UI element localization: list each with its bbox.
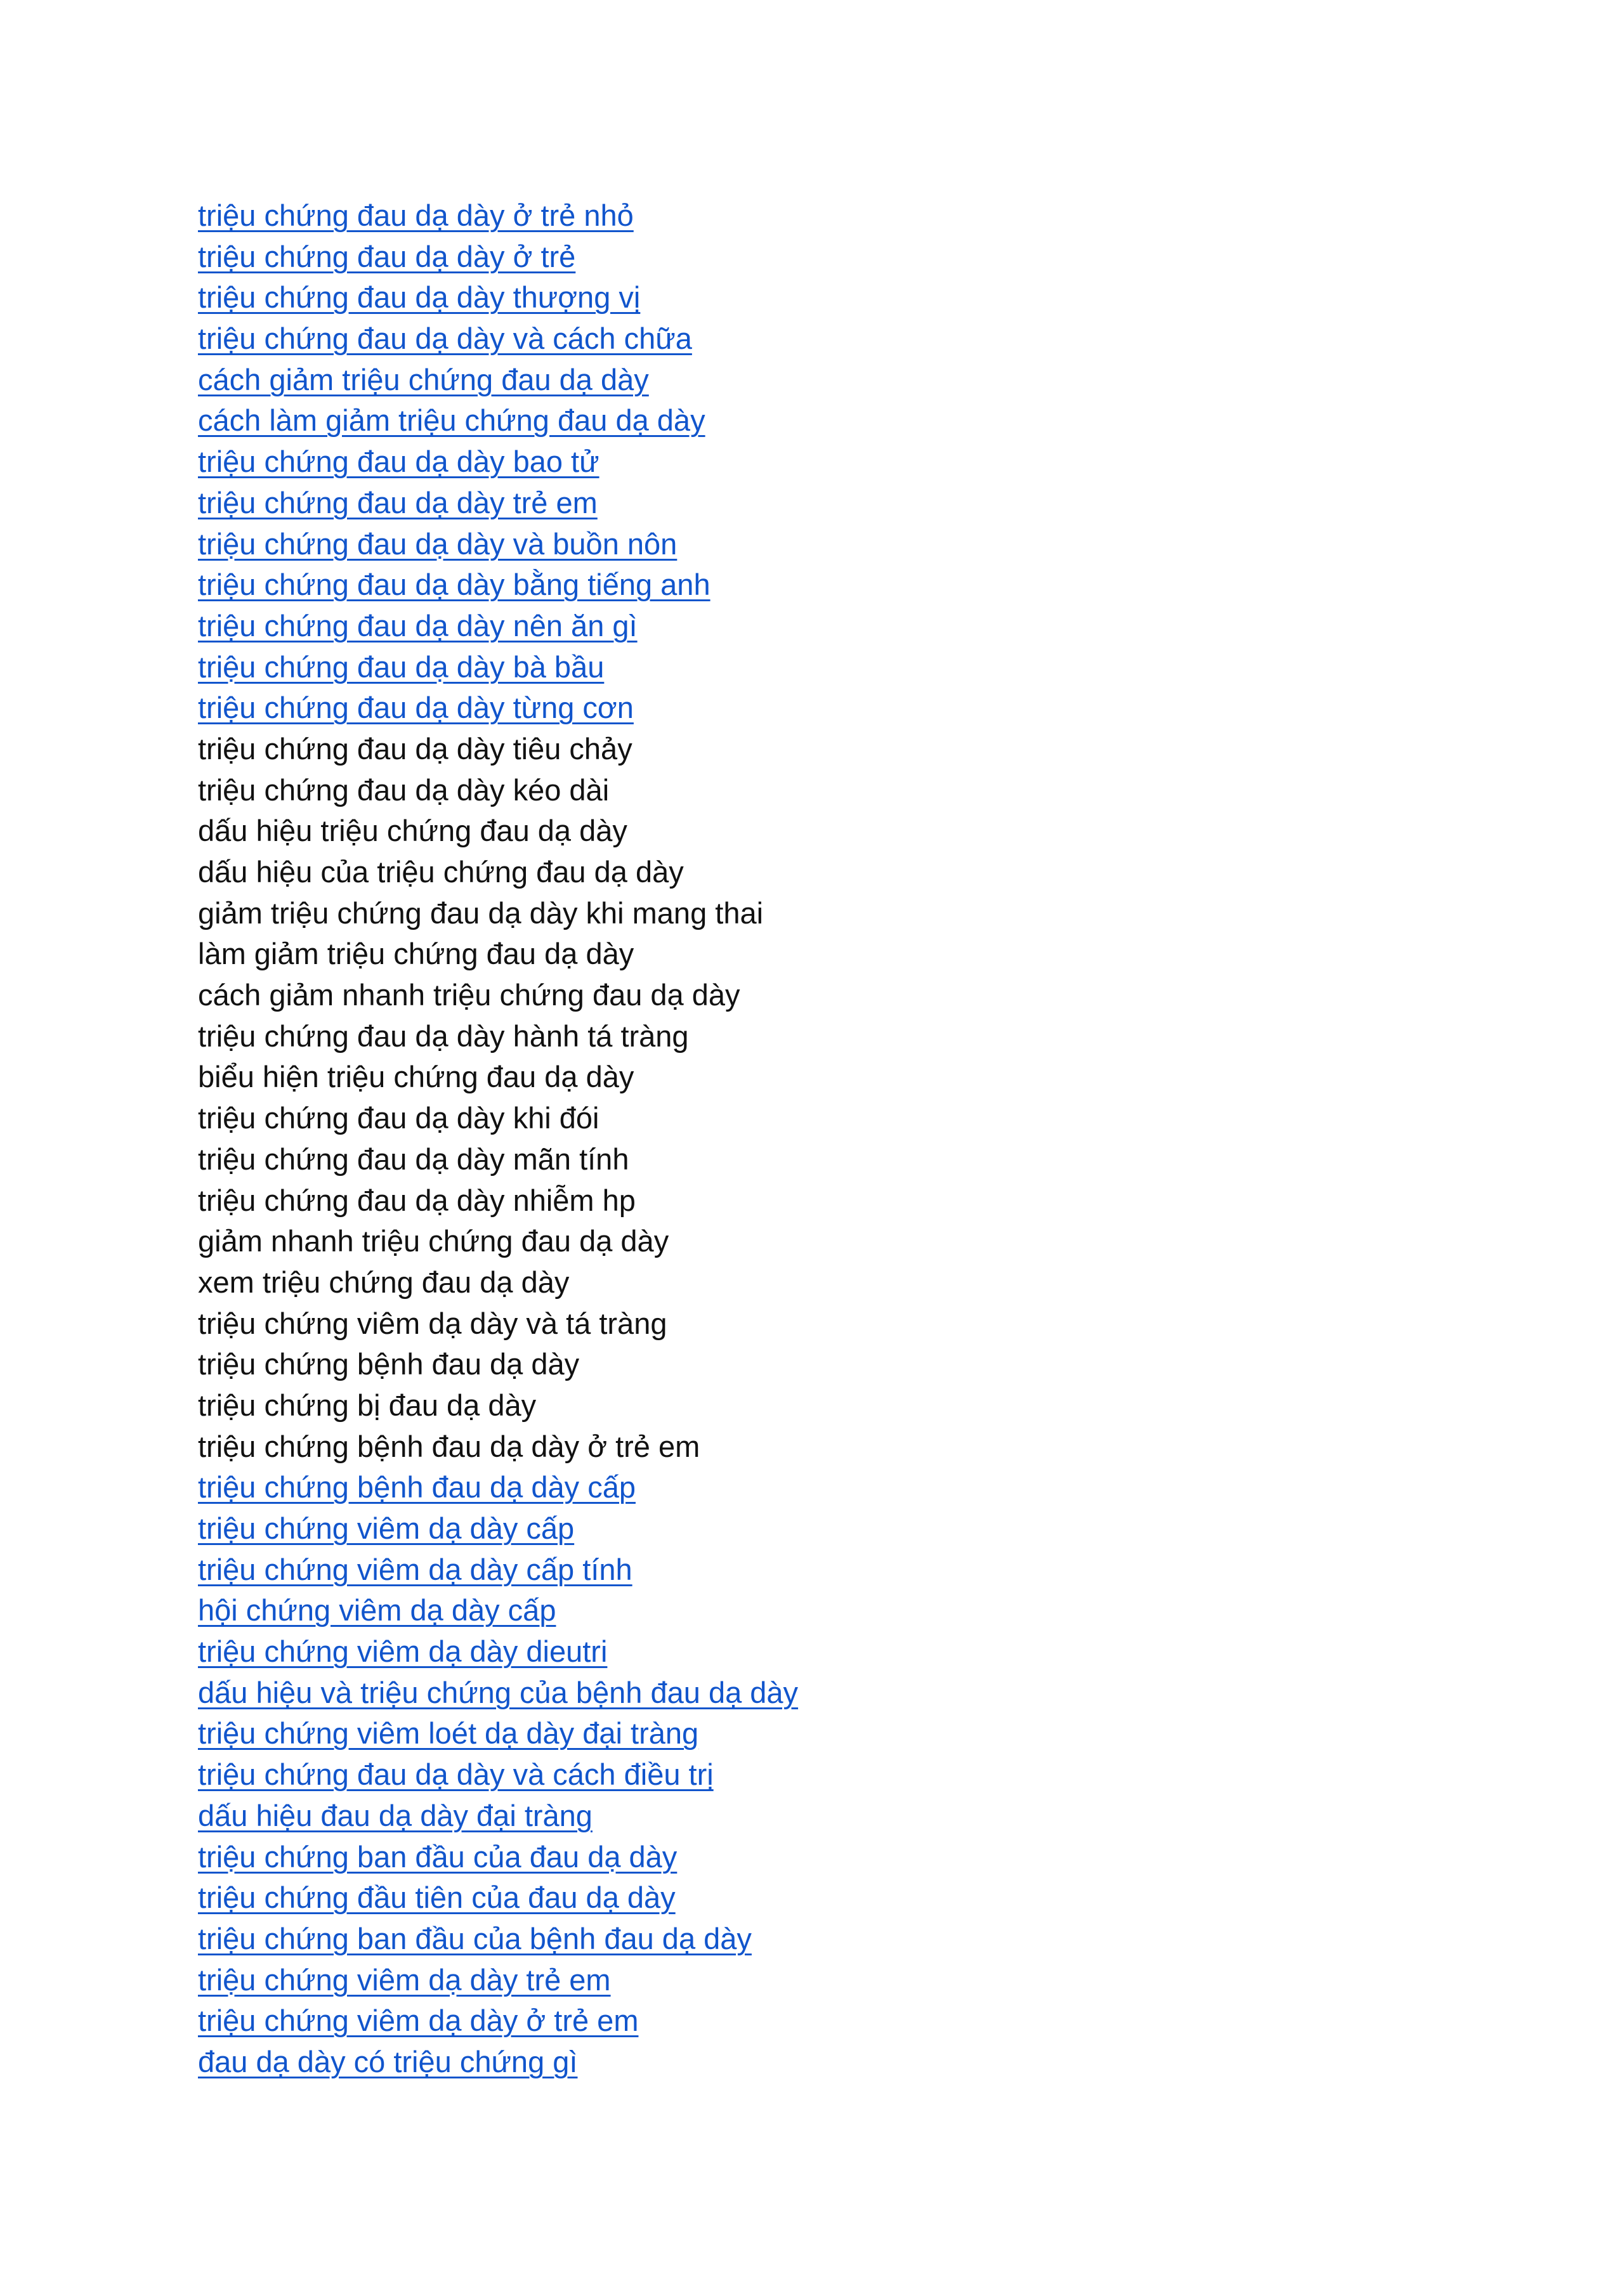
keyword-link[interactable]: triệu chứng đau dạ dày trẻ em — [198, 485, 598, 519]
keyword-link[interactable]: triệu chứng bệnh đau dạ dày cấp — [198, 1470, 636, 1504]
keyword-link[interactable]: triệu chứng đau dạ dày nên ăn gì — [198, 608, 638, 642]
keyword-text: triệu chứng đau dạ dày kéo dài — [198, 773, 610, 807]
keyword-link[interactable]: dấu hiệu và triệu chứng của bệnh đau dạ dày — [198, 1675, 799, 1709]
keyword-link[interactable]: triệu chứng đau dạ dày và buồn nôn — [198, 526, 678, 561]
keyword-link[interactable]: cách giảm triệu chứng đau dạ dày — [198, 362, 649, 396]
keyword-link[interactable]: triệu chứng viêm dạ dày dieutri — [198, 1634, 608, 1669]
keyword-link[interactable]: triệu chứng đau dạ dày bao tử — [198, 445, 599, 479]
keyword-link[interactable]: cách làm giảm triệu chứng đau dạ dày — [198, 403, 705, 438]
keyword-text: triệu chứng đau dạ dày mãn tính — [198, 1142, 629, 1176]
keyword-text: cách giảm nhanh triệu chứng đau dạ dày — [198, 978, 740, 1012]
keyword-link[interactable]: triệu chứng viêm dạ dày cấp — [198, 1511, 575, 1545]
keyword-text: triệu chứng viêm dạ dày và tá tràng — [198, 1306, 667, 1340]
keyword-link[interactable]: triệu chứng đau dạ dày bằng tiếng anh — [198, 568, 710, 602]
keyword-text: xem triệu chứng đau dạ dày — [198, 1265, 570, 1299]
keyword-link[interactable]: triệu chứng ban đầu của bệnh đau dạ dày — [198, 1921, 752, 1955]
keyword-link[interactable]: đau dạ dày có triệu chứng gì — [198, 2044, 578, 2078]
keyword-link[interactable]: triệu chứng đầu tiên của đau dạ dày — [198, 1881, 676, 1915]
keyword-link[interactable]: triệu chứng viêm dạ dày ở trẻ em — [198, 2004, 639, 2038]
keyword-link[interactable]: triệu chứng đau dạ dày bà bầu — [198, 649, 605, 684]
keyword-link[interactable]: triệu chứng viêm dạ dày cấp tính — [198, 1552, 632, 1586]
keyword-text: triệu chứng đau dạ dày nhiễm hp — [198, 1183, 636, 1217]
keyword-link[interactable]: triệu chứng viêm loét dạ dày đại tràng — [198, 1716, 699, 1751]
keyword-link[interactable]: hội chứng viêm dạ dày cấp — [198, 1593, 556, 1627]
keyword-link[interactable]: triệu chứng ban đầu của đau dạ dày — [198, 1839, 678, 1874]
keyword-text: giảm triệu chứng đau dạ dày khi mang thai — [198, 896, 764, 930]
keyword-text: triệu chứng đau dạ dày hành tá tràng — [198, 1019, 689, 1053]
keyword-link[interactable]: triệu chứng đau dạ dày từng cơn — [198, 691, 634, 725]
keyword-link[interactable]: triệu chứng viêm dạ dày trẻ em — [198, 1962, 611, 1997]
keyword-text: dấu hiệu triệu chứng đau dạ dày — [198, 814, 627, 848]
keyword-text: triệu chứng bệnh đau dạ dày ở trẻ em — [198, 1429, 700, 1463]
keyword-text: biểu hiện triệu chứng đau dạ dày — [198, 1060, 634, 1094]
keyword-text: triệu chứng bị đau dạ dày — [198, 1388, 537, 1422]
keyword-link[interactable]: dấu hiệu đau dạ dày đại tràng — [198, 1798, 593, 1832]
keyword-link[interactable]: triệu chứng đau dạ dày và cách điều trị — [198, 1758, 714, 1792]
keyword-link[interactable]: triệu chứng đau dạ dày ở trẻ nhỏ — [198, 199, 634, 232]
keyword-text: dấu hiệu của triệu chứng đau dạ dày — [198, 855, 684, 889]
keyword-text: làm giảm triệu chứng đau dạ dày — [198, 937, 634, 971]
keyword-text: triệu chứng bệnh đau dạ dày — [198, 1347, 580, 1381]
keyword-link[interactable]: triệu chứng đau dạ dày ở trẻ — [198, 239, 576, 273]
keyword-link[interactable]: triệu chứng đau dạ dày và cách chữa — [198, 322, 692, 356]
keyword-text: giảm nhanh triệu chứng đau dạ dày — [198, 1224, 669, 1258]
keyword-list — [198, 195, 798, 2083]
keyword-text: triệu chứng đau dạ dày tiêu chảy — [198, 731, 632, 766]
keyword-link[interactable]: triệu chứng đau dạ dày thượng vị — [198, 280, 641, 315]
keyword-text: triệu chứng đau dạ dày khi đói — [198, 1101, 599, 1135]
